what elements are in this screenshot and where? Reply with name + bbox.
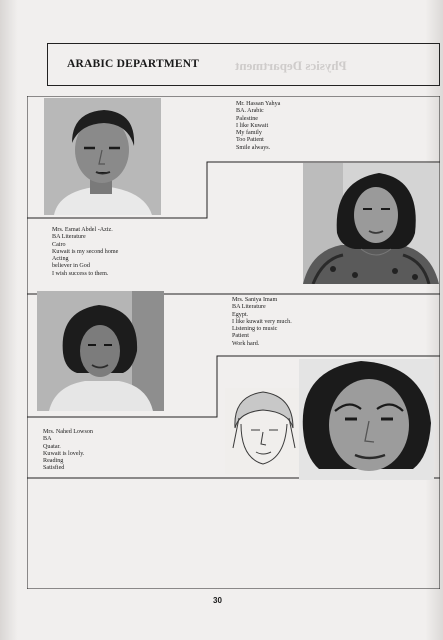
caption-line: BA Literature: [232, 304, 266, 311]
caption-line: Too Patient: [236, 137, 264, 144]
page-number: 30: [213, 596, 222, 605]
caption-line: Mrs. Nahed Lowson: [43, 429, 93, 435]
sketch-portrait: [225, 388, 301, 474]
caption-line: Mrs. Saniya Imam: [232, 297, 278, 303]
caption-hassan-yahya: [236, 101, 280, 152]
caption-line: believer in God: [52, 263, 90, 270]
caption-line: Palestine: [236, 115, 259, 122]
caption-line: Work hard.: [232, 340, 260, 347]
caption-line: I like kuwait very much.: [232, 318, 292, 325]
caption-line: BA: [43, 436, 52, 443]
photo-hassan-yahya: [44, 98, 161, 215]
caption-line: Reading: [43, 458, 64, 465]
caption-line: Egypt.: [232, 311, 249, 318]
caption-line: My family: [236, 130, 262, 137]
photo-saniya-imam: [37, 291, 164, 411]
caption-line: Listening to music: [232, 326, 278, 333]
caption-line: Mrs. Esmat Abdel -Aziz.: [52, 227, 113, 233]
caption-line: Kuwait is lovely.: [43, 450, 85, 457]
caption-line: I like Kuwait: [236, 122, 269, 129]
section-header-box: [47, 43, 440, 86]
caption-line: Kuwait is my second home: [52, 248, 119, 255]
caption-line: Mr. Hassan Yahya: [236, 101, 281, 107]
page-title: ARABIC DEPARTMENT: [67, 58, 200, 70]
caption-line: Cairo: [52, 241, 66, 248]
caption-esmat-abdel-aziz: [52, 227, 118, 278]
caption-line: BA Literature: [52, 234, 86, 241]
photo-nahed-lowson: [299, 359, 434, 480]
caption-line: Satisfied: [43, 465, 65, 472]
photo-esmat-abdel-aziz: [303, 163, 439, 284]
caption-line: Quatar.: [43, 443, 61, 450]
bleed-through-text: Physics Department: [235, 58, 347, 73]
caption-line: Acting: [52, 256, 69, 263]
caption-line: BA. Arabic: [236, 108, 264, 115]
caption-line: I wish success to them.: [52, 270, 109, 277]
caption-nahed-lowson: [43, 429, 93, 473]
caption-line: Patient: [232, 333, 249, 340]
caption-line: Smile always.: [236, 144, 271, 151]
staff-frame: [27, 96, 440, 589]
caption-saniya-imam: [232, 297, 292, 348]
